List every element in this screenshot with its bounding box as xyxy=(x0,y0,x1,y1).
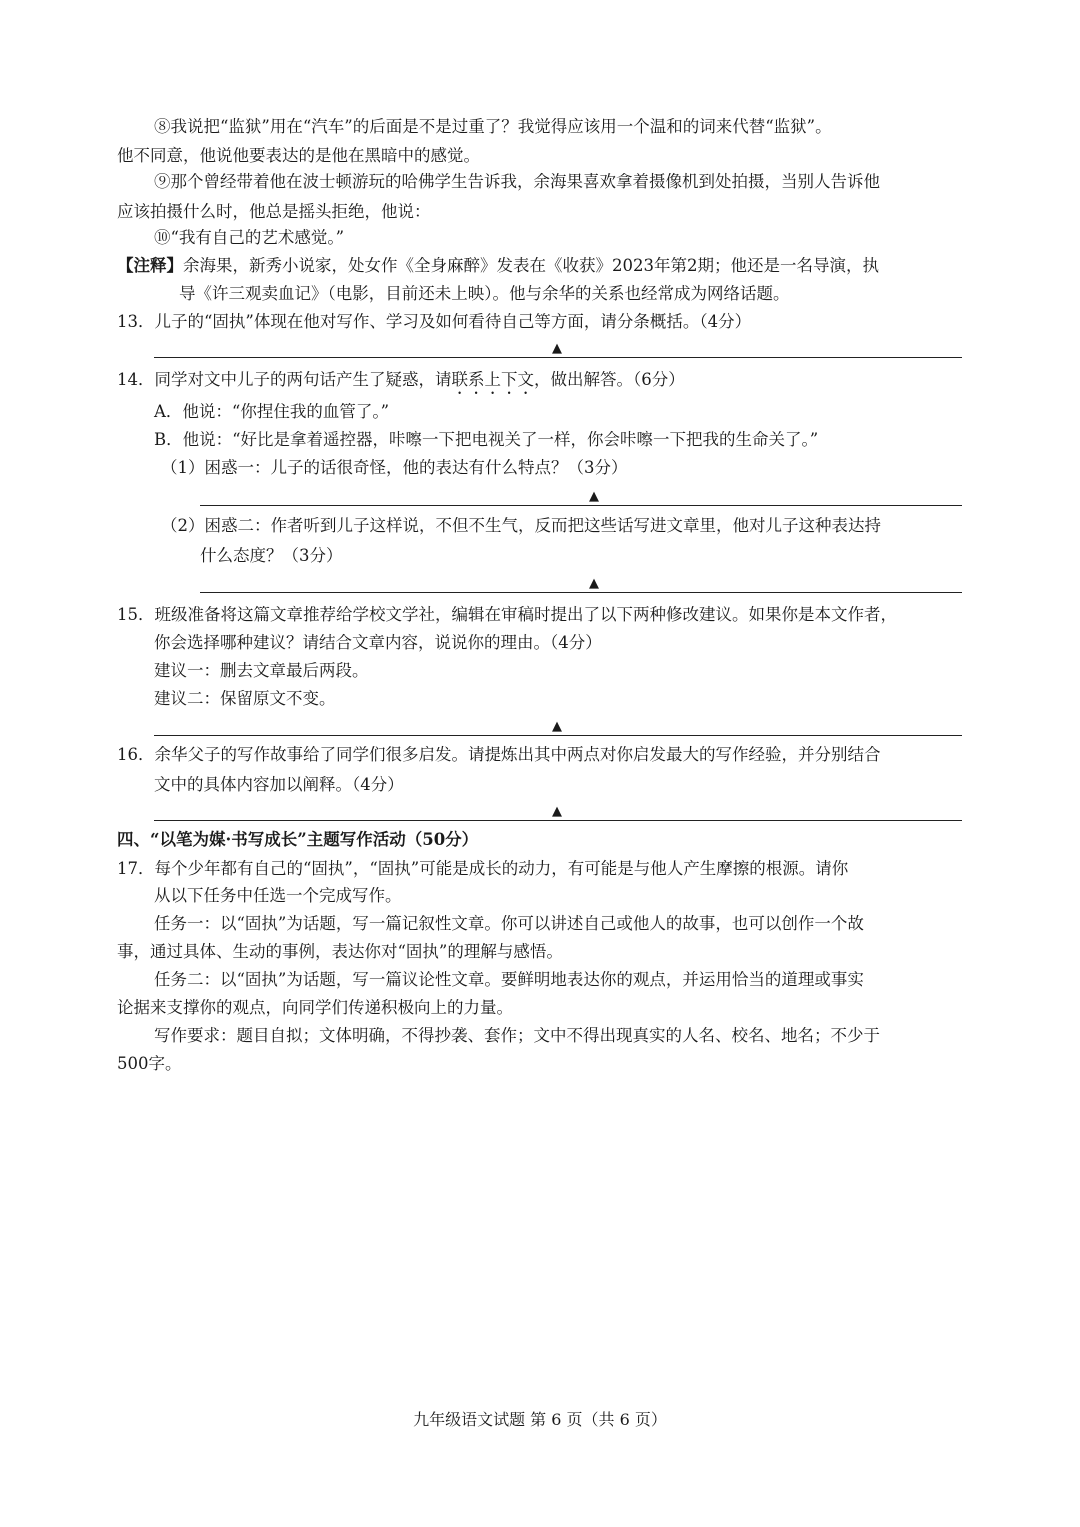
page-footer: 九年级语文试题 第 6 页（共 6 页） xyxy=(413,1410,667,1429)
answer-marker-15: ▲ xyxy=(552,719,562,734)
paragraph-9-line-2: 应该拍摄什么时，他总是摇头拒绝，他说： xyxy=(117,202,431,221)
section-4-heading: 四、“以笔为媒·书写成长”主题写作活动（50分） xyxy=(117,830,479,849)
task-1-line-1: 任务一：以“固执”为话题，写一篇记叙性文章。你可以讲述自己或他人的故事，也可以创作一个故 xyxy=(154,914,864,933)
note-line-2: 导《许三观卖血记》（电影，目前还未上映）。他与余华的关系也经常成为网络话题。 xyxy=(179,284,790,303)
answer-marker-14-2: ▲ xyxy=(589,576,599,591)
question-14-sub-1: （1）困惑一：儿子的话很奇怪，他的表达有什么特点？（3分） xyxy=(161,458,628,477)
paragraph-8-line-2: 他不同意，他说他要表达的是他在黑暗中的感觉。 xyxy=(117,146,480,165)
question-14-sub-2-line-1: （2）困惑二：作者听到儿子这样说，不但不生气，反而把这些话写进文章里，他对儿子这种表达持 xyxy=(161,516,881,535)
paragraph-8-line-1: ⑧我说把“监狱”用在“汽车”的后面是不是过重了？我觉得应该用一个温和的词来代替“监狱”。 xyxy=(154,117,832,136)
question-14-text-b: ，做出解答。（6分） xyxy=(534,370,685,389)
answer-line-14-1[interactable] xyxy=(200,505,962,506)
note-text-1: 余海果，新秀小说家，处女作《全身麻醉》发表在《收获》2023年第2期；他还是一名导演，执 xyxy=(183,256,879,275)
question-14 xyxy=(117,368,685,398)
question-14-text-a: 14．同学对文中儿子的两句话产生了疑惑，请 xyxy=(117,370,452,389)
question-13: 13．儿子的“固执”体现在他对写作、学习及如何看待自己等方面，请分条概括。（4分） xyxy=(117,312,752,331)
question-16-line-1: 16．余华父子的写作故事给了同学们很多启发。请提炼出其中两点对你启发最大的写作经验，并分别结合 xyxy=(117,745,881,764)
question-17-line-1: 17．每个少年都有自己的“固执”，“固执”可能是成长的动力，有可能是与他人产生摩擦的根源。请你 xyxy=(117,859,849,878)
question-17-line-2: 从以下任务中任选一个完成写作。 xyxy=(154,886,402,905)
answer-marker-14-1: ▲ xyxy=(589,489,599,504)
question-14-sub-2-line-2: 什么态度？（3分） xyxy=(200,546,343,565)
note-label: 【注释】 xyxy=(117,256,183,275)
answer-marker-16: ▲ xyxy=(552,804,562,819)
answer-line-15[interactable] xyxy=(154,735,962,736)
answer-line-16[interactable] xyxy=(154,820,962,821)
task-2-line-1: 任务二：以“固执”为话题，写一篇议论性文章。要鲜明地表达你的观点，并运用恰当的道理或事实 xyxy=(154,970,864,989)
task-1-line-2: 事，通过具体、生动的事例，表达你对“固执”的理解与感悟。 xyxy=(117,942,563,961)
note-line-1 xyxy=(117,254,879,278)
answer-marker-13: ▲ xyxy=(552,341,562,356)
answer-line-14-2[interactable] xyxy=(200,592,962,593)
question-15-line-2: 你会选择哪种建议？请结合文章内容，说说你的理由。（4分） xyxy=(154,633,602,652)
question-15-line-1: 15．班级准备将这篇文章推荐给学校文学社，编辑在审稿时提出了以下两种修改建议。如果你是本文作者， xyxy=(117,605,897,624)
writing-requirements-line-1: 写作要求：题目自拟；文体明确，不得抄袭、套作；文中不得出现真实的人名、校名、地名；不少于 xyxy=(154,1026,880,1045)
writing-requirements-line-2: 500字。 xyxy=(117,1054,182,1073)
answer-line-13[interactable] xyxy=(154,357,962,358)
paragraph-10: ⑩“我有自己的艺术感觉。” xyxy=(154,228,345,247)
paragraph-9-line-1: ⑨那个曾经带着他在波士顿游玩的哈佛学生告诉我，余海果喜欢拿着摄像机到处拍摄，当别人告诉他 xyxy=(154,172,880,191)
question-16-line-2: 文中的具体内容加以阐释。（4分） xyxy=(154,775,404,794)
question-15-suggestion-2: 建议二：保留原文不变。 xyxy=(154,689,336,708)
question-14-option-a: A．他说：“你捏住我的血管了。” xyxy=(154,402,390,421)
task-2-line-2: 论据来支撑你的观点，向同学们传递积极向上的力量。 xyxy=(117,998,513,1017)
question-15-suggestion-1: 建议一：删去文章最后两段。 xyxy=(154,661,369,680)
question-14-emphasis: 联系上下文 xyxy=(451,370,534,389)
question-14-option-b: B．他说：“好比是拿着遥控器，咔嚓一下把电视关了一样，你会咔嚓一下把我的生命关了。” xyxy=(154,430,819,449)
